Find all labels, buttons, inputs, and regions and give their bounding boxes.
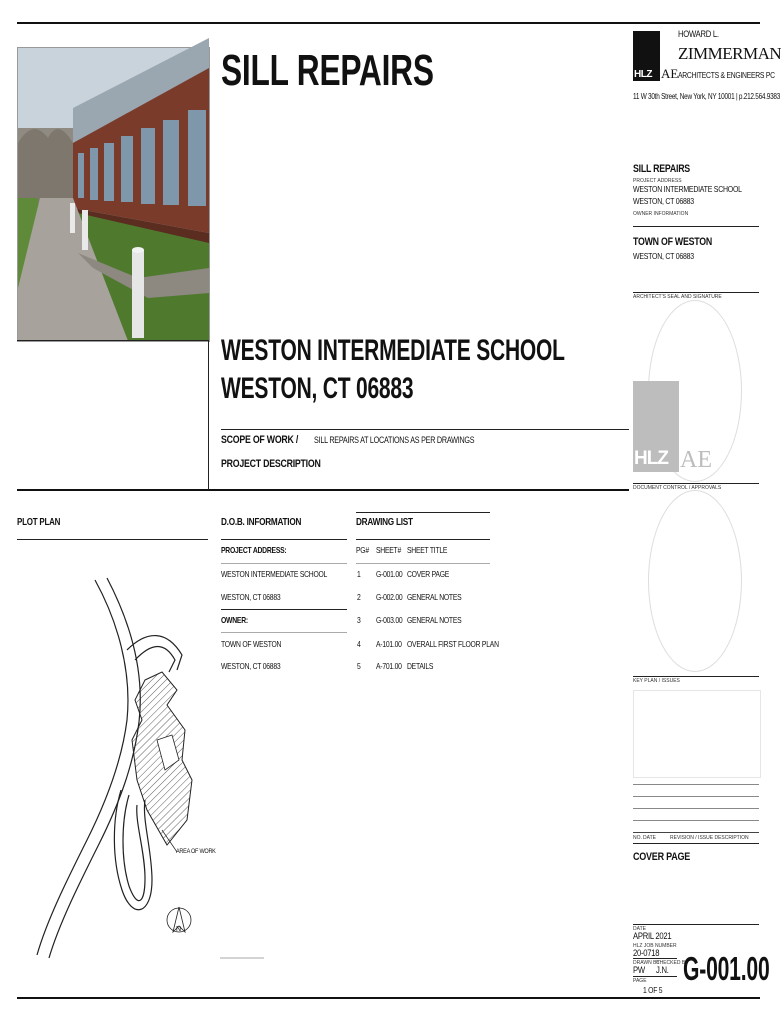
rev-desc-label: REVISION / ISSUE DESCRIPTION <box>670 835 749 841</box>
job-label: HLZ JOB NUMBER <box>633 943 677 949</box>
north-label: N <box>176 926 182 933</box>
divider-owner <box>633 226 759 227</box>
drawing-row-2-pg: 2 <box>357 592 361 602</box>
sheet-title: COVER PAGE <box>633 851 691 863</box>
owner-city: WESTON, CT 06883 <box>633 251 694 261</box>
drawing-list-header-pg: PG# <box>356 545 369 555</box>
dob-underline <box>221 539 347 540</box>
watermark-logo-text: HLZ <box>634 448 668 469</box>
drawing-row-5-sheet: A-701.00 <box>376 661 402 671</box>
firm-name-main: ZIMMERMAN <box>678 44 781 63</box>
firm-name-top: HOWARD L. <box>678 29 719 39</box>
approvals-circle <box>648 490 742 672</box>
watermark-logo <box>633 381 679 472</box>
page-label: PAGE <box>633 978 647 984</box>
plot-plan-drawing <box>17 560 217 960</box>
drawing-row-3-title: GENERAL NOTES <box>407 615 462 625</box>
rev-line-4 <box>633 820 759 821</box>
drawing-row-4-title: OVERALL FIRST FLOOR PLAN <box>407 639 499 649</box>
project-address-label: PROJECT ADDRESS <box>633 178 682 184</box>
drawing-list-header-sheet: SHEET# <box>376 545 402 555</box>
dob-row-line-1 <box>221 563 347 564</box>
drawing-list-header-line <box>356 563 490 564</box>
photo-right-edge <box>208 340 209 490</box>
divider-issues <box>633 676 759 677</box>
drawing-list-top-line <box>356 512 490 513</box>
rev-no-label: NO. <box>633 835 642 841</box>
job-value: 20-0718 <box>633 948 660 958</box>
area-of-work-label: AREA OF WORK <box>176 848 216 855</box>
firm-tagline: ARCHITECTS & ENGINEERS PC <box>678 71 775 80</box>
school-name-line2: WESTON, CT 06883 <box>221 372 414 405</box>
rev-line-5 <box>633 832 759 833</box>
page-title: SILL REPAIRS <box>221 46 434 95</box>
drawing-row-1-pg: 1 <box>357 569 361 579</box>
date-label: DATE <box>633 926 646 932</box>
scope-label-1: SCOPE OF WORK / <box>221 434 299 446</box>
dob-address-2: WESTON, CT 06883 <box>221 592 281 602</box>
firm-logo-tail: AE <box>661 66 679 81</box>
page-value: 1 OF 5 <box>643 986 663 995</box>
owner-info-label: OWNER INFORMATION <box>633 211 689 217</box>
project-info-title: SILL REPAIRS <box>633 163 690 175</box>
key-plan-box <box>633 690 761 778</box>
rev-line-1 <box>633 784 759 785</box>
plot-plan-title: PLOT PLAN <box>17 517 61 528</box>
drawing-row-4-sheet: A-101.00 <box>376 639 402 649</box>
approvals-label: DOCUMENT CONTROL / APPROVALS <box>633 485 722 491</box>
drawing-list-underline <box>356 539 490 540</box>
drawing-list-header-title: SHEET TITLE <box>407 545 448 555</box>
dob-title: D.O.B. INFORMATION <box>221 517 302 528</box>
drawing-row-2-sheet: G-002.00 <box>376 592 403 602</box>
dob-owner-2: WESTON, CT 06883 <box>221 661 281 671</box>
owner-name: TOWN OF WESTON <box>633 236 712 248</box>
top-border <box>17 22 760 24</box>
date-value: APRIL 2021 <box>633 931 672 941</box>
divider-main-lower <box>17 489 629 491</box>
divider-drawn <box>633 958 677 959</box>
firm-logo <box>633 31 660 81</box>
scope-text: SILL REPAIRS AT LOCATIONS AS PER DRAWINGS <box>314 435 475 445</box>
drawing-row-3-sheet: G-003.00 <box>376 615 403 625</box>
drawn-label: DRAWN BY <box>633 960 660 966</box>
dob-row-line-3 <box>221 632 347 633</box>
issues-label: KEY PLAN / ISSUES <box>633 678 680 684</box>
drawing-row-5-title: DETAILS <box>407 661 434 671</box>
seal-label: ARCHITECT'S SEAL AND SIGNATURE <box>633 294 722 300</box>
divider-seal <box>633 292 759 293</box>
dob-owner-1: TOWN OF WESTON <box>221 639 282 649</box>
rev-line-3 <box>633 808 759 809</box>
drawn-value: PW <box>633 965 645 975</box>
drawing-list-title: DRAWING LIST <box>356 517 413 528</box>
drawing-row-2-title: GENERAL NOTES <box>407 592 462 602</box>
project-info-school: WESTON INTERMEDIATE SCHOOL <box>633 184 742 194</box>
drawing-row-5-pg: 5 <box>357 661 361 671</box>
watermark-logo-tail: AE <box>680 447 712 473</box>
project-info-city: WESTON, CT 06883 <box>633 196 694 206</box>
dob-project-address-label: PROJECT ADDRESS: <box>221 545 287 555</box>
checked-label: CHECKED BY <box>656 960 689 966</box>
school-name-line1: WESTON INTERMEDIATE SCHOOL <box>221 334 565 367</box>
divider-date <box>633 924 759 925</box>
building-photo <box>17 47 210 342</box>
drawing-row-1-sheet: G-001.00 <box>376 569 403 579</box>
firm-logo-text: HLZ <box>634 69 652 80</box>
sheet-number: G-001.00 <box>683 950 770 987</box>
divider-sheet-title <box>633 843 759 844</box>
drawing-row-1-title: COVER PAGE <box>407 569 450 579</box>
firm-address: 11 W 30th Street, New York, NY 10001 | p.212.564.9383 <box>633 92 781 101</box>
divider-approvals <box>633 483 759 484</box>
divider-page <box>633 976 677 977</box>
dob-row-line-2 <box>221 609 347 610</box>
drawing-row-3-pg: 3 <box>357 615 361 625</box>
divider-under-photo <box>17 340 208 341</box>
rev-date-label: DATE <box>643 835 656 841</box>
bottom-border <box>17 997 760 999</box>
plot-plan-underline <box>17 539 208 540</box>
dob-owner-label: OWNER: <box>221 615 248 625</box>
scope-label-2: PROJECT DESCRIPTION <box>221 458 321 470</box>
checked-value: J.N. <box>656 965 669 975</box>
drawing-row-4-pg: 4 <box>357 639 361 649</box>
dob-address-1: WESTON INTERMEDIATE SCHOOL <box>221 569 328 579</box>
rev-line-2 <box>633 796 759 797</box>
divider-scope <box>221 429 629 430</box>
